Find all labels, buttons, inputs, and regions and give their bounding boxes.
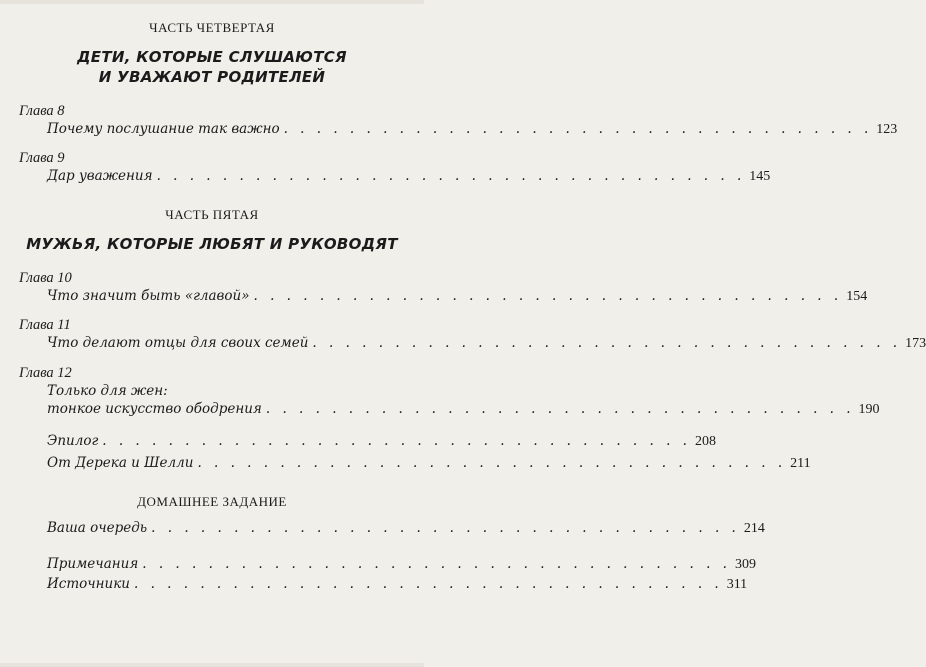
sources-page: 311: [726, 577, 748, 592]
chapter-9-page: 145: [749, 169, 771, 184]
chapter-10-page: 154: [846, 289, 868, 304]
top-edge-shadow: [0, 0, 424, 4]
notes-title: Примечания: [47, 556, 139, 572]
part-five-title: МУЖЬЯ, КОТОРЫЕ ЛЮБЯТ И РУКОВОДЯТ: [26, 235, 398, 253]
chapter-11-title: Что делают отцы для своих семей: [47, 335, 309, 351]
part-four-title-line2: И УВАЖАЮТ РОДИТЕЛЕЙ: [98, 68, 326, 86]
from-authors-title: От Дерека и Шелли: [47, 455, 194, 471]
leader-dots: . . . . . . . . . . . . . . . . . . . . . . . . . . . . . . . . . . . .: [134, 576, 723, 592]
leader-dots: . . . . . . . . . . . . . . . . . . . . . . . . . . . . . . . . . . . .: [156, 168, 746, 184]
chapter-12-page: 190: [858, 402, 880, 417]
chapter-8-page: 123: [876, 122, 898, 137]
bottom-edge-shadow: [0, 663, 424, 667]
leader-dots: . . . . . . . . . . . . . . . . . . . . . . . . . . . . . . . . . . . .: [253, 288, 843, 304]
chapter-9-title: Дар уважения: [47, 168, 153, 184]
leader-dots: . . . . . . . . . . . . . . . . . . . . . . . . . . . . . . . . . . . .: [142, 556, 731, 572]
chapter-10-title: Что значит быть «главой»: [47, 288, 250, 304]
leader-dots: . . . . . . . . . . . . . . . . . . . . . . . . . . . . . . . . . . . .: [312, 335, 902, 351]
chapter-12-title-line2: тонкое искусство ободрения: [47, 401, 262, 417]
epilogue-title: Эпилог: [47, 433, 99, 449]
notes-page: 309: [734, 557, 756, 572]
chapter-11-label: Глава 11: [19, 317, 71, 333]
from-authors-page: 211: [790, 456, 811, 471]
part-four-label: ЧАСТЬ ЧЕТВЕРТАЯ: [149, 20, 275, 35]
epilogue-page: 208: [694, 434, 716, 449]
sources-title: Источники: [47, 576, 131, 592]
chapter-10-label: Глава 10: [19, 270, 72, 286]
leader-dots: . . . . . . . . . . . . . . . . . . . . . . . . . . . . . . . . . . . .: [151, 520, 740, 536]
your-turn-title: Ваша очередь: [47, 520, 148, 536]
chapter-9-label: Глава 9: [19, 150, 65, 166]
chapter-8-label: Глава 8: [19, 103, 65, 119]
homework-label: ДОМАШНЕЕ ЗАДАНИЕ: [137, 494, 287, 509]
paper-texture: [0, 0, 424, 667]
chapter-12-title-line1: Только для жен:: [47, 383, 168, 399]
chapter-12-label: Глава 12: [19, 365, 72, 381]
part-five-label: ЧАСТЬ ПЯТАЯ: [165, 207, 259, 222]
leader-dots: . . . . . . . . . . . . . . . . . . . . . . . . . . . . . . . . . . . .: [102, 433, 691, 449]
leader-dots: . . . . . . . . . . . . . . . . . . . . . . . . . . . . . . . . . . . .: [283, 121, 873, 137]
chapter-11-page: 173: [905, 336, 926, 351]
leader-dots: . . . . . . . . . . . . . . . . . . . . . . . . . . . . . . . . . . . .: [197, 455, 787, 471]
leader-dots: . . . . . . . . . . . . . . . . . . . . . . . . . . . . . . . . . . . .: [265, 401, 855, 417]
part-four-title-line1: ДЕТИ, КОТОРЫЕ СЛУШАЮТСЯ: [77, 48, 347, 66]
chapter-8-title: Почему послушание так важно: [47, 121, 280, 137]
your-turn-page: 214: [743, 521, 765, 536]
